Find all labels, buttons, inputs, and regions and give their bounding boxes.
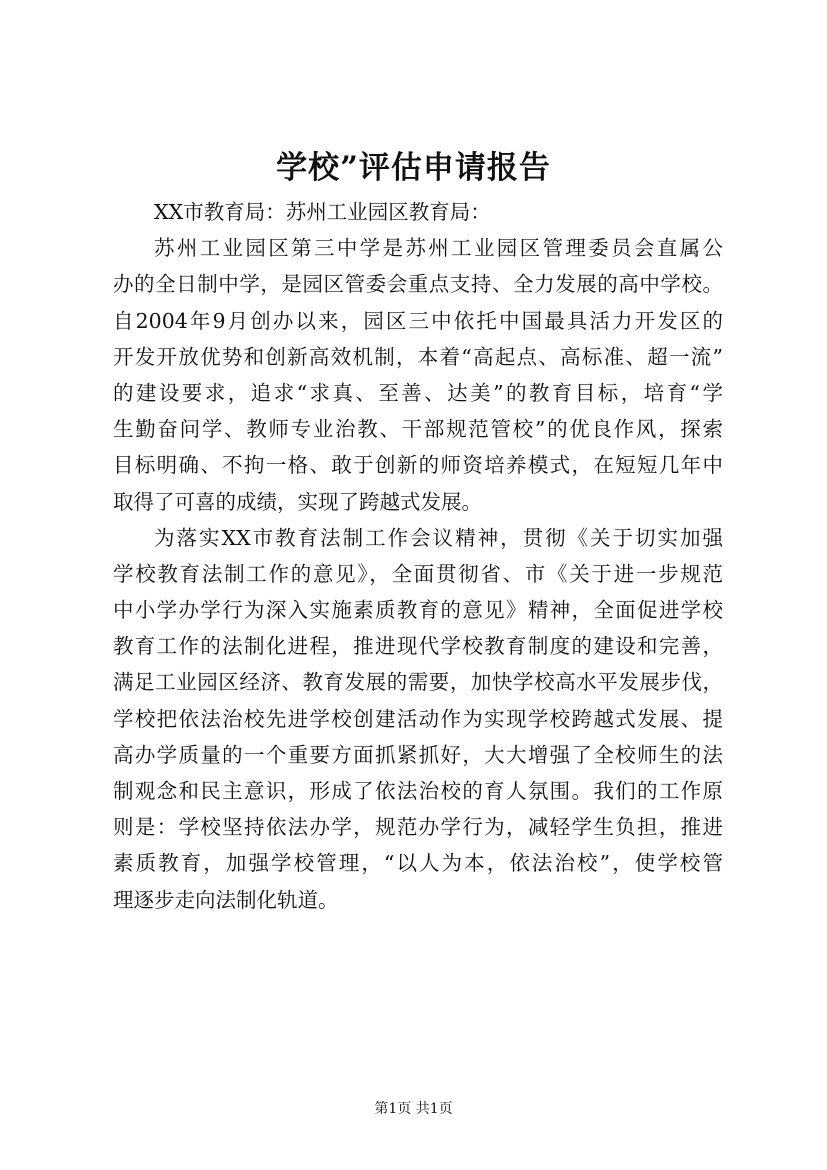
paragraph-1-line: 生勤奋问学、教师专业治教、干部规范管校”的优良作风，探索 xyxy=(113,417,723,442)
paragraph-2-line: 学校把依法治校先进学校创建活动作为实现学校跨越式发展、提 xyxy=(113,706,723,731)
paragraph-2-line: 教育工作的法制化进程，推进现代学校教育制度的建设和完善， xyxy=(113,634,723,659)
salutation-line: XX市教育局：苏州工业园区教育局： xyxy=(154,200,491,224)
paragraph-1-line: 目标明确、不拘一格、敢于创新的师资培养模式，在短短几年中 xyxy=(113,453,723,478)
paragraph-2-line: 中小学办学行为深入实施素质教育的意见》精神，全面促进学校 xyxy=(113,598,723,623)
paragraph-1-line: 办的全日制中学，是园区管委会重点支持、全力发展的高中学校。 xyxy=(113,272,723,297)
paragraph-1-line: 自2004年9月创办以来，园区三中依托中国最具活力开发区的 xyxy=(113,308,723,333)
paragraph-2-line: 高办学质量的一个重要方面抓紧抓好，大大增强了全校师生的法 xyxy=(113,742,723,767)
paragraph-2-line: 满足工业园区经济、教育发展的需要，加快学校高水平发展步伐， xyxy=(113,670,723,695)
page-footer: 第1页 共1页 xyxy=(374,1101,453,1117)
paragraph-1-line: 的建设要求，追求“求真、至善、达美”的教育目标，培育“学 xyxy=(113,380,723,405)
paragraph-2-line: 素质教育，加强学校管理，“以人为本，依法治校”，使学校管 xyxy=(113,851,723,876)
paragraph-2-line: 制观念和民主意识，形成了依法治校的育人氛围。我们的工作原 xyxy=(113,779,723,803)
paragraph-1-line: 开发开放优势和创新高效机制，本着“高起点、高标准、超一流” xyxy=(113,344,723,369)
paragraph-2-line: 为落实XX市教育法制工作会议精神，贯彻《关于切实加强 xyxy=(154,525,723,550)
paragraph-1-line: 取得了可喜的成绩，实现了跨越式发展。 xyxy=(113,489,482,514)
paragraph-2-line: 学校教育法制工作的意见》，全面贯彻省、市《关于进一步规范 xyxy=(113,561,723,586)
paragraph-2-line: 理逐步走向法制化轨道。 xyxy=(113,887,339,912)
document-body xyxy=(113,194,723,918)
paragraph-1-line: 苏州工业园区第三中学是苏州工业园区管理委员会直属公 xyxy=(154,236,723,261)
paragraph-2-line: 则是：学校坚持依法办学，规范办学行为，减轻学生负担，推进 xyxy=(113,815,723,840)
document-title: 学校”评估申请报告 xyxy=(276,150,551,186)
